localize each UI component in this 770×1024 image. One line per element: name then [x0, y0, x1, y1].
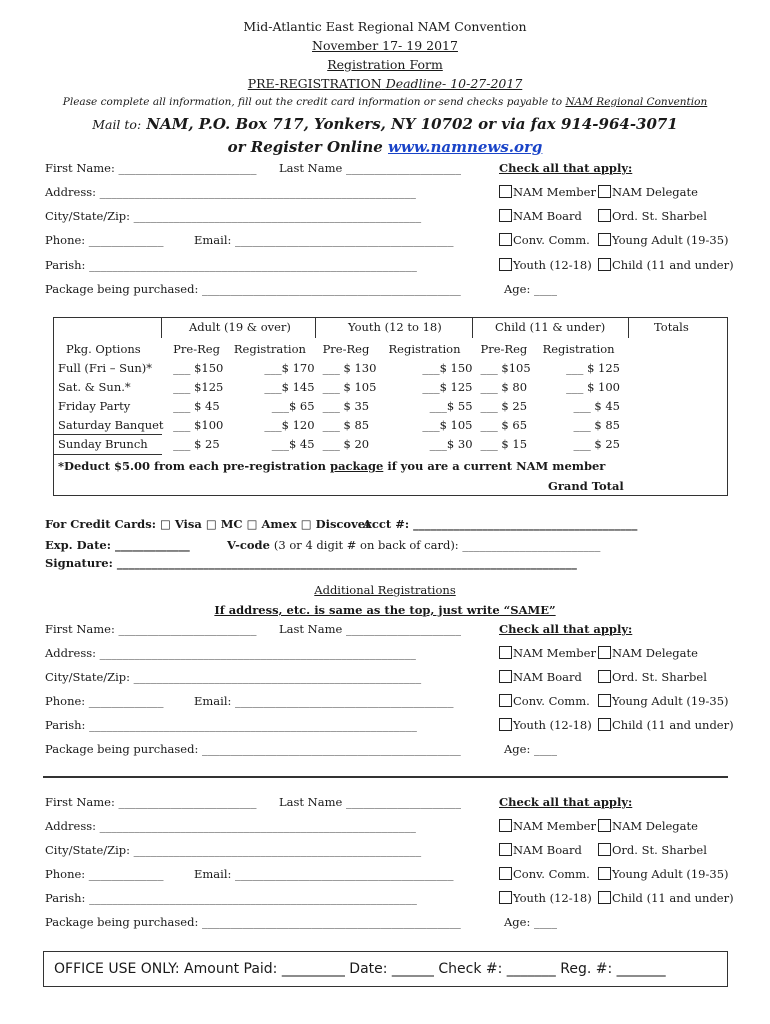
checkbox[interactable] — [499, 819, 512, 832]
mail-address: NAM, P.O. Box 717, Yonkers, NY 10702 or via fax 914-964-3071 — [146, 115, 678, 133]
pricing-grid — [54, 339, 624, 453]
nam-delegate-option[interactable] — [598, 646, 698, 660]
young-adult-option[interactable] — [598, 694, 729, 708]
parish-field[interactable]: Parish: _________________________________________________________ — [45, 258, 417, 272]
nam-member-label: NAM Member — [513, 819, 596, 833]
col-header: Registration — [233, 341, 306, 356]
price-cell[interactable]: ___ $ 45 — [173, 398, 220, 413]
table-row — [54, 358, 624, 377]
nam-board-option[interactable] — [499, 670, 582, 684]
table-row — [54, 377, 624, 396]
child-label: Child (11 and under) — [612, 258, 734, 272]
price-cell[interactable]: ___ $ 15 — [480, 436, 528, 451]
package-field[interactable]: Package being purchased: _____________________________________________ — [45, 742, 461, 756]
price-cell[interactable]: ___ $ 105 — [322, 379, 377, 394]
price-cell[interactable]: ___ $ 80 — [480, 379, 528, 394]
ord-label: Ord. St. Sharbel — [612, 843, 707, 857]
nam-member-option[interactable] — [499, 185, 596, 199]
parish-field[interactable]: Parish: _________________________________________________________ — [45, 891, 417, 905]
checkbox[interactable] — [598, 694, 611, 707]
ord-st-sharbel-option[interactable] — [598, 843, 707, 857]
price-cell[interactable]: ___$ 125 — [422, 379, 473, 394]
price-cell[interactable]: ___ $ 100 — [566, 379, 620, 394]
account-number-field[interactable]: Acct #: _______________________________________ — [363, 517, 638, 531]
checkbox[interactable] — [499, 185, 512, 198]
young-adult-option[interactable] — [598, 233, 729, 247]
conv-comm-option[interactable] — [499, 867, 590, 881]
conv-comm-label: Conv. Comm. — [513, 867, 590, 881]
nam-board-option[interactable] — [499, 209, 582, 223]
table-header-row — [54, 339, 624, 358]
price-cell[interactable]: ___$ 65 — [271, 398, 315, 413]
mail-to-line — [0, 115, 770, 133]
price-cell[interactable]: ___$ 105 — [422, 417, 473, 432]
check-heading: Check all that apply: — [499, 161, 633, 175]
first-name-field[interactable]: First Name: ________________________ — [45, 161, 257, 175]
city-state-zip-field[interactable]: City/State/Zip: __________________________________________________ — [45, 209, 422, 223]
exp-date-field[interactable]: Exp. Date: _____________ — [45, 538, 190, 552]
table-row — [54, 434, 624, 453]
price-cell[interactable]: ___ $150 — [173, 360, 224, 375]
price-cell[interactable]: ___$ 45 — [271, 436, 315, 451]
pricing-table — [53, 317, 728, 496]
checkbox[interactable] — [598, 867, 611, 880]
child-label: Child (11 and under) — [612, 891, 734, 905]
deduct-package: package — [330, 459, 384, 473]
col-header: Pre-Reg — [173, 341, 220, 356]
price-cell[interactable]: ___ $ 45 — [573, 398, 620, 413]
preregistration-deadline — [0, 76, 770, 91]
parish-field[interactable]: Parish: _________________________________________________________ — [45, 718, 417, 732]
row-label: Friday Party — [58, 398, 131, 413]
conv-comm-option[interactable] — [499, 233, 590, 247]
checkbox[interactable] — [598, 258, 611, 271]
email-field[interactable]: Email: ______________________________________ — [194, 694, 454, 708]
nam-delegate-label: NAM Delegate — [612, 819, 698, 833]
youth-label: Youth (12-18) — [513, 718, 592, 732]
young-adult-label: Young Adult (19-35) — [612, 694, 729, 708]
checkbox[interactable] — [598, 670, 611, 683]
price-cell[interactable]: ___ $ 25 — [573, 436, 620, 451]
form-name: Registration Form — [327, 57, 443, 72]
checkbox[interactable] — [598, 185, 611, 198]
checkbox[interactable] — [598, 718, 611, 731]
price-cell[interactable]: ___$ 145 — [264, 379, 315, 394]
checkbox[interactable] — [598, 843, 611, 856]
price-cell[interactable]: ___$ 30 — [429, 436, 473, 451]
office-use-text: OFFICE USE ONLY: Amount Paid: _________ Date: ______ Check #: _______ Reg. #: _______ — [54, 961, 666, 977]
group-youth: Youth (12 to 18) — [348, 320, 442, 334]
ord-st-sharbel-option[interactable] — [598, 670, 707, 684]
address-field[interactable]: Address: _______________________________________________________ — [45, 819, 416, 833]
ord-label: Ord. St. Sharbel — [612, 670, 707, 684]
checkbox[interactable] — [499, 718, 512, 731]
check-heading: Check all that apply: — [499, 795, 633, 809]
mail-to-label: Mail to: — [92, 117, 142, 132]
price-cell[interactable]: ___$ 170 — [264, 360, 315, 375]
signature-field[interactable]: Signature: ________________________________________________________________________________ — [45, 556, 577, 570]
last-name-field[interactable]: Last Name ____________________ — [279, 161, 461, 175]
first-name-field[interactable]: First Name: ________________________ — [45, 795, 257, 809]
section-divider — [43, 776, 728, 778]
youth-option[interactable] — [499, 258, 592, 272]
price-cell[interactable]: ___ $ 25 — [173, 436, 220, 451]
checkbox[interactable] — [499, 209, 512, 222]
price-cell[interactable]: ___$ 120 — [264, 417, 315, 432]
checkbox[interactable] — [499, 891, 512, 904]
vcode-field[interactable] — [227, 538, 600, 552]
nam-board-label: NAM Board — [513, 209, 582, 223]
prereg-label: PRE-REGISTRATION — [247, 76, 382, 91]
row-label: Sunday Brunch — [58, 436, 148, 451]
credit-card-options[interactable]: For Credit Cards: □ Visa □ MC □ Amex □ Discover — [45, 517, 372, 531]
city-state-zip-field[interactable]: City/State/Zip: __________________________________________________ — [45, 670, 422, 684]
col-header: Registration — [388, 341, 461, 356]
price-cell[interactable]: ___ $ 20 — [322, 436, 370, 451]
package-field[interactable]: Package being purchased: _____________________________________________ — [45, 282, 461, 296]
payable-to: NAM Regional Convention — [565, 96, 708, 108]
group-child: Child (11 & under) — [495, 320, 606, 334]
last-name-field[interactable]: Last Name ____________________ — [279, 622, 461, 636]
office-use-box — [43, 951, 728, 987]
grand-total-label: Grand Total — [548, 479, 624, 493]
nam-member-option[interactable] — [499, 819, 596, 833]
checkbox[interactable] — [598, 646, 611, 659]
price-cell[interactable]: ___ $ 65 — [480, 417, 528, 432]
ord-label: Ord. St. Sharbel — [612, 209, 707, 223]
additional-subtitle: If address, etc. is same as the top, just write “SAME” — [214, 603, 556, 617]
group-adult: Adult (19 & over) — [189, 320, 291, 334]
phone-field[interactable]: Phone: _____________ — [45, 867, 164, 881]
vcode-note: (3 or 4 digit # on back of card): ________________________ — [273, 538, 601, 552]
price-cell[interactable]: ___ $ 85 — [573, 417, 620, 432]
child-option[interactable] — [598, 718, 734, 732]
price-cell[interactable]: ___ $125 — [173, 379, 224, 394]
email-field[interactable]: Email: ______________________________________ — [194, 233, 454, 247]
last-name-field[interactable]: Last Name ____________________ — [279, 795, 461, 809]
convention-dates: November 17- 19 2017 — [312, 38, 458, 53]
checkbox[interactable] — [499, 646, 512, 659]
checkbox[interactable] — [499, 670, 512, 683]
youth-option[interactable] — [499, 718, 592, 732]
row-label: Sat. & Sun.* — [58, 379, 131, 394]
row-label: Saturday Banquet — [58, 417, 164, 432]
checkbox[interactable] — [598, 891, 611, 904]
youth-option[interactable] — [499, 891, 592, 905]
price-cell[interactable]: ___ $ 35 — [322, 398, 370, 413]
email-field[interactable]: Email: ______________________________________ — [194, 867, 454, 881]
nam-member-label: NAM Member — [513, 185, 596, 199]
price-cell[interactable]: ___ $ 25 — [480, 398, 528, 413]
convention-title: Mid-Atlantic East Regional NAM Convention — [243, 19, 527, 34]
ord-st-sharbel-option[interactable] — [598, 209, 707, 223]
instructions-text: Please complete all information, fill out the credit card information or send checks payable to — [62, 96, 563, 108]
website-link[interactable]: www.namnews.org — [388, 138, 543, 156]
price-cell[interactable]: ___ $ 125 — [566, 360, 620, 375]
group-totals: Totals — [654, 320, 689, 334]
first-name-field[interactable]: First Name: ________________________ — [45, 622, 257, 636]
price-cell[interactable]: ___$ 55 — [429, 398, 473, 413]
address-field[interactable]: Address: _______________________________________________________ — [45, 646, 416, 660]
additional-registrations-title: Additional Registrations — [314, 583, 456, 597]
price-cell[interactable]: ___$ 150 — [422, 360, 473, 375]
nam-member-label: NAM Member — [513, 646, 596, 660]
package-field[interactable]: Package being purchased: _____________________________________________ — [45, 915, 461, 929]
col-header: Pkg. Options — [66, 341, 141, 356]
col-header: Registration — [542, 341, 615, 356]
young-adult-label: Young Adult (19-35) — [612, 867, 729, 881]
deduct-text: *Deduct $5.00 from each pre-registration — [58, 459, 327, 473]
instructions — [0, 96, 770, 108]
col-header: Pre-Reg — [322, 341, 370, 356]
young-adult-label: Young Adult (19-35) — [612, 233, 729, 247]
phone-field[interactable]: Phone: _____________ — [45, 694, 164, 708]
price-cell[interactable]: ___ $ 130 — [322, 360, 377, 375]
child-label: Child (11 and under) — [612, 718, 734, 732]
nam-delegate-label: NAM Delegate — [612, 646, 698, 660]
child-option[interactable] — [598, 258, 734, 272]
table-row — [54, 415, 624, 434]
nam-member-option[interactable] — [499, 646, 596, 660]
table-row — [54, 396, 624, 415]
child-option[interactable] — [598, 891, 734, 905]
city-state-zip-field[interactable]: City/State/Zip: __________________________________________________ — [45, 843, 422, 857]
register-online: or Register Online — [227, 138, 383, 156]
age-field[interactable]: Age: ____ — [504, 742, 558, 756]
price-cell[interactable]: ___ $100 — [173, 417, 224, 432]
age-field[interactable]: Age: ____ — [504, 915, 558, 929]
nam-board-option[interactable] — [499, 843, 582, 857]
member-deduction-note — [58, 459, 605, 473]
youth-label: Youth (12-18) — [513, 258, 592, 272]
row-label: Full (Fri – Sun)* — [58, 360, 153, 375]
price-cell[interactable]: ___ $105 — [480, 360, 531, 375]
nam-board-label: NAM Board — [513, 843, 582, 857]
nam-board-label: NAM Board — [513, 670, 582, 684]
conv-comm-label: Conv. Comm. — [513, 233, 590, 247]
conv-comm-label: Conv. Comm. — [513, 694, 590, 708]
checkbox[interactable] — [598, 209, 611, 222]
nam-delegate-label: NAM Delegate — [612, 185, 698, 199]
checkbox[interactable] — [598, 819, 611, 832]
nam-delegate-option[interactable] — [598, 185, 698, 199]
register-online-line — [0, 138, 770, 156]
vcode-label: V-code — [227, 538, 270, 552]
price-cell[interactable]: ___ $ 85 — [322, 417, 370, 432]
deadline: Deadline- 10-27-2017 — [385, 76, 523, 91]
address-field[interactable]: Address: _______________________________________________________ — [45, 185, 416, 199]
youth-label: Youth (12-18) — [513, 891, 592, 905]
nam-delegate-option[interactable] — [598, 819, 698, 833]
deduct-text-end: if you are a current NAM member — [387, 459, 606, 473]
checkbox[interactable] — [499, 843, 512, 856]
checkbox[interactable] — [598, 233, 611, 246]
col-header: Pre-Reg — [480, 341, 528, 356]
phone-field[interactable]: Phone: _____________ — [45, 233, 164, 247]
checkbox[interactable] — [499, 867, 512, 880]
age-field[interactable]: Age: ____ — [504, 282, 558, 296]
check-heading: Check all that apply: — [499, 622, 633, 636]
checkbox[interactable] — [499, 258, 512, 271]
checkbox[interactable] — [499, 694, 512, 707]
young-adult-option[interactable] — [598, 867, 729, 881]
checkbox[interactable] — [499, 233, 512, 246]
conv-comm-option[interactable] — [499, 694, 590, 708]
